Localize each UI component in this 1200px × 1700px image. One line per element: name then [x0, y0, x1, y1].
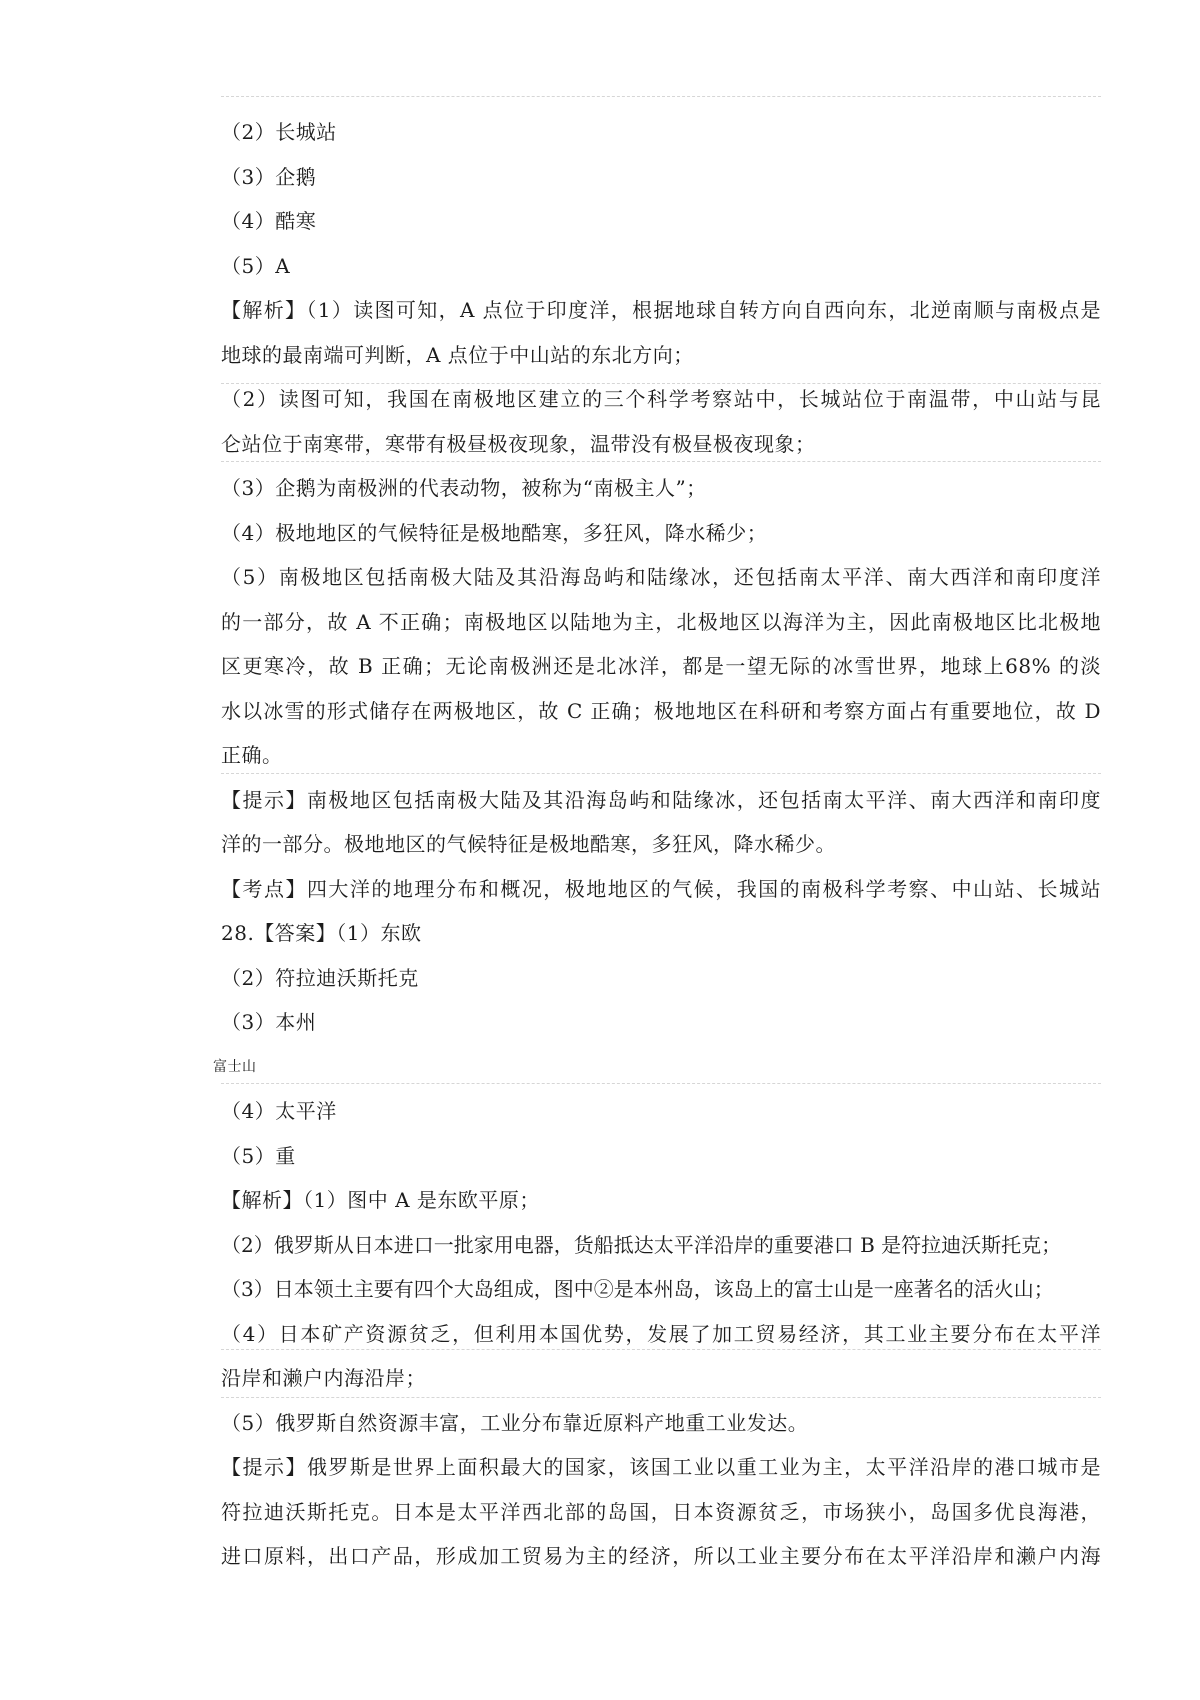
- analysis-line: （5）俄罗斯自然资源丰富，工业分布靠近原料产地重工业发达。: [221, 1410, 809, 1435]
- answer-line: （5）A: [221, 253, 291, 278]
- answer-line: （2）符拉迪沃斯托克: [221, 965, 419, 990]
- analysis-line: 【解析】（1）图中 A 是东欧平原；: [221, 1188, 540, 1212]
- analysis-line: 【解析】（1）读图可知，A 点位于印度洋，根据地球自转方向自西向东，北逆南顺与南极点是: [221, 298, 1101, 322]
- answer-line: （2）长城站: [221, 120, 337, 144]
- analysis-line: （4）日本矿产资源贫乏，但利用本国优势，发展了加工贸易经济，其工业主要分布在太平洋: [221, 1321, 1101, 1346]
- hint-line: 【提示】俄罗斯是世界上面积最大的国家，该国工业以重工业为主，太平洋沿岸的港口城市是: [221, 1455, 1101, 1479]
- analysis-line: （4）极地地区的气候特征是极地酷寒，多狂风，降水稀少；: [221, 520, 768, 545]
- answer-line: （4）酷寒: [221, 209, 317, 233]
- analysis-line: 水以冰雪的形式储存在两极地区，故 C 正确；极地地区在科研和考察方面占有重要地位，故 D: [221, 698, 1101, 723]
- hint-line: 进口原料，出口产品，形成加工贸易为主的经济，所以工业主要分布在太平洋沿岸和濑户内海: [221, 1544, 1101, 1568]
- answer-line: （3）本州: [221, 1010, 317, 1034]
- analysis-line: 正确。: [221, 743, 283, 767]
- analysis-line: 仑站位于南寒带，寒带有极昼极夜现象，温带没有极昼极夜现象；: [221, 431, 816, 456]
- analysis-line: （3）企鹅为南极洲的代表动物，被称为“南极主人”；: [221, 476, 707, 500]
- analysis-line: （3）日本领土主要有四个大岛组成，图中②是本州岛，该岛上的富士山是一座著名的活火山；: [221, 1277, 1054, 1301]
- answer-line: （5）重: [221, 1143, 296, 1168]
- answer-line: 28.【答案】（1）东欧: [221, 921, 422, 945]
- hint-line: 洋的一部分。极地地区的气候特征是极地酷寒，多狂风，降水稀少。: [221, 832, 836, 856]
- analysis-line: 的一部分，故 A 不正确；南极地区以陆地为主，北极地区以海洋为主，因此南极地区比北极地: [221, 609, 1101, 634]
- analysis-line: （5）南极地区包括南极大陆及其沿海岛屿和陆缘冰，还包括南太平洋、南大西洋和南印度洋: [221, 565, 1101, 589]
- analysis-line: 区更寒冷，故 B 正确；无论南极洲还是北冰洋，都是一望无际的冰雪世界，地球上68% 的淡: [221, 654, 1101, 678]
- answer-line: 富士山: [213, 1058, 257, 1075]
- answer-line: （3）企鹅: [221, 164, 317, 189]
- hint-line: 符拉迪沃斯托克。日本是太平洋西北部的岛国，日本资源贫乏，市场狭小，岛国多优良海港，: [221, 1499, 1101, 1524]
- answer-text: [213, 110, 1101, 1579]
- analysis-line: （2）读图可知，我国在南极地区建立的三个科学考察站中，长城站位于南温带，中山站与昆: [221, 387, 1101, 411]
- analysis-line: 地球的最南端可判断，A 点位于中山站的东北方向；: [221, 342, 694, 367]
- topic-line: 【考点】四大洋的地理分布和概况，极地地区的气候，我国的南极科学考察、中山站、长城站: [221, 876, 1101, 901]
- analysis-line: （2）俄罗斯从日本进口一批家用电器，货船抵达太平洋沿岸的重要港口 B 是符拉迪沃斯托克；: [221, 1232, 1062, 1257]
- answer-line: （4）太平洋: [221, 1099, 337, 1123]
- page-divider: [221, 96, 1101, 97]
- hint-line: 【提示】南极地区包括南极大陆及其沿海岛屿和陆缘冰，还包括南太平洋、南大西洋和南印度: [221, 787, 1101, 812]
- analysis-line: 沿岸和濑户内海沿岸；: [221, 1366, 426, 1390]
